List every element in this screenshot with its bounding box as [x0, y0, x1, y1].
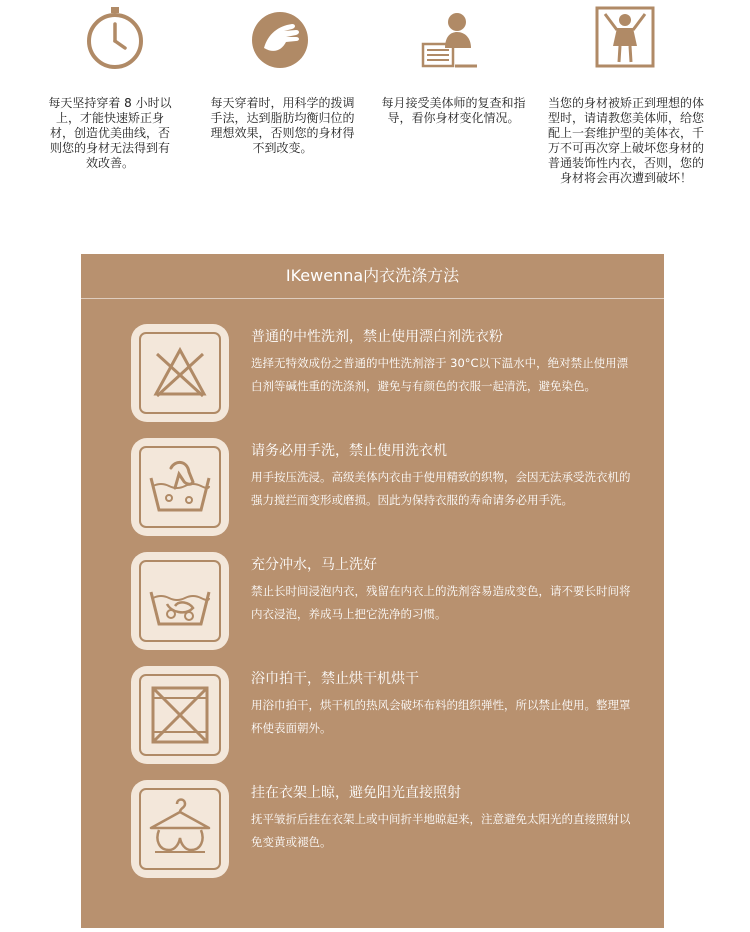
no-tumble-dry-icon [131, 666, 229, 764]
care-instructions-panel [81, 254, 664, 928]
item-title: 普通的中性洗剂，禁止使用漂白剂洗衣粉 [251, 329, 503, 345]
item-description: 抚平皱折后挂在衣架上或中间折半地晾起来，注意避免太阳光的直接照射以免变黄或褪色。 [251, 812, 631, 849]
item-title: 请务必用手洗，禁止使用洗衣机 [251, 443, 447, 459]
badge [131, 552, 229, 650]
care-item-hand-wash [81, 438, 664, 538]
badge [131, 324, 229, 422]
divider [81, 298, 664, 299]
badge [131, 438, 229, 536]
consultant-icon [417, 4, 481, 70]
hand-wash-icon [131, 438, 229, 536]
tip-text: 每月接受美体师的复查和指导，看你身材变化情况。 [381, 96, 526, 125]
tip-text: 每天坚持穿着 8 小时以上，才能快速矫正身材，创造优美曲线，否则您的身材无法得到有效改善。 [48, 96, 172, 170]
care-item-rinse [81, 552, 664, 652]
badge [131, 666, 229, 764]
item-description: 选择无特效成份之普通的中性洗剂溶于 30°C以下温水中，绝对禁止使用漂白剂等碱性重的洗涤剂，避免与有颜色的衣服一起清洗，避免染色。 [251, 356, 629, 393]
item-title: 浴巾拍干，禁止烘干机烘干 [251, 671, 419, 687]
panel-title: IKewenna内衣洗涤方法 [285, 266, 460, 285]
tip-text: 每天穿着时，用科学的拨调手法，达到脂肪均衡归位的理想效果，否则您的身材得不到改变。 [210, 96, 355, 155]
care-item-towel-dry [81, 666, 664, 766]
usage-tips [0, 0, 750, 250]
item-title: 充分冲水，马上洗好 [251, 557, 377, 573]
hand-icon [248, 4, 312, 70]
item-description: 禁止长时间浸泡内衣，残留在内衣上的洗剂容易造成变色，请不要长时间将内衣浸泡，养成马上把它洗净的习惯。 [251, 584, 631, 621]
rinse-icon [131, 552, 229, 650]
tip-text: 当您的身材被矫正到理想的体型时，请请教您美体师，给您配上一套维护型的美体衣，千万不可再次穿上破坏您身材的普通装饰性内衣，否则，您的身材将会再次遭到破坏！ [547, 96, 704, 185]
care-item-detergent [81, 324, 664, 424]
care-item-hang-dry [81, 780, 664, 880]
item-title: 挂在衣架上晾，避免阳光直接照射 [251, 785, 461, 801]
no-bleach-icon [131, 324, 229, 422]
item-description: 用浴巾拍干，烘干机的热风会破坏布料的组织弹性，所以禁止使用。整理罩杯使表面朝外。 [251, 698, 631, 735]
item-description: 用手按压洗浸。高级美体内衣由于使用精致的织物，会因无法承受洗衣机的强力搅拦而变形或磨损。因此为保持衣服的寿命请务必用手洗。 [251, 470, 631, 507]
hanger-icon [131, 780, 229, 878]
clock-icon [83, 4, 147, 70]
fitting-icon [593, 4, 657, 70]
badge [131, 780, 229, 878]
